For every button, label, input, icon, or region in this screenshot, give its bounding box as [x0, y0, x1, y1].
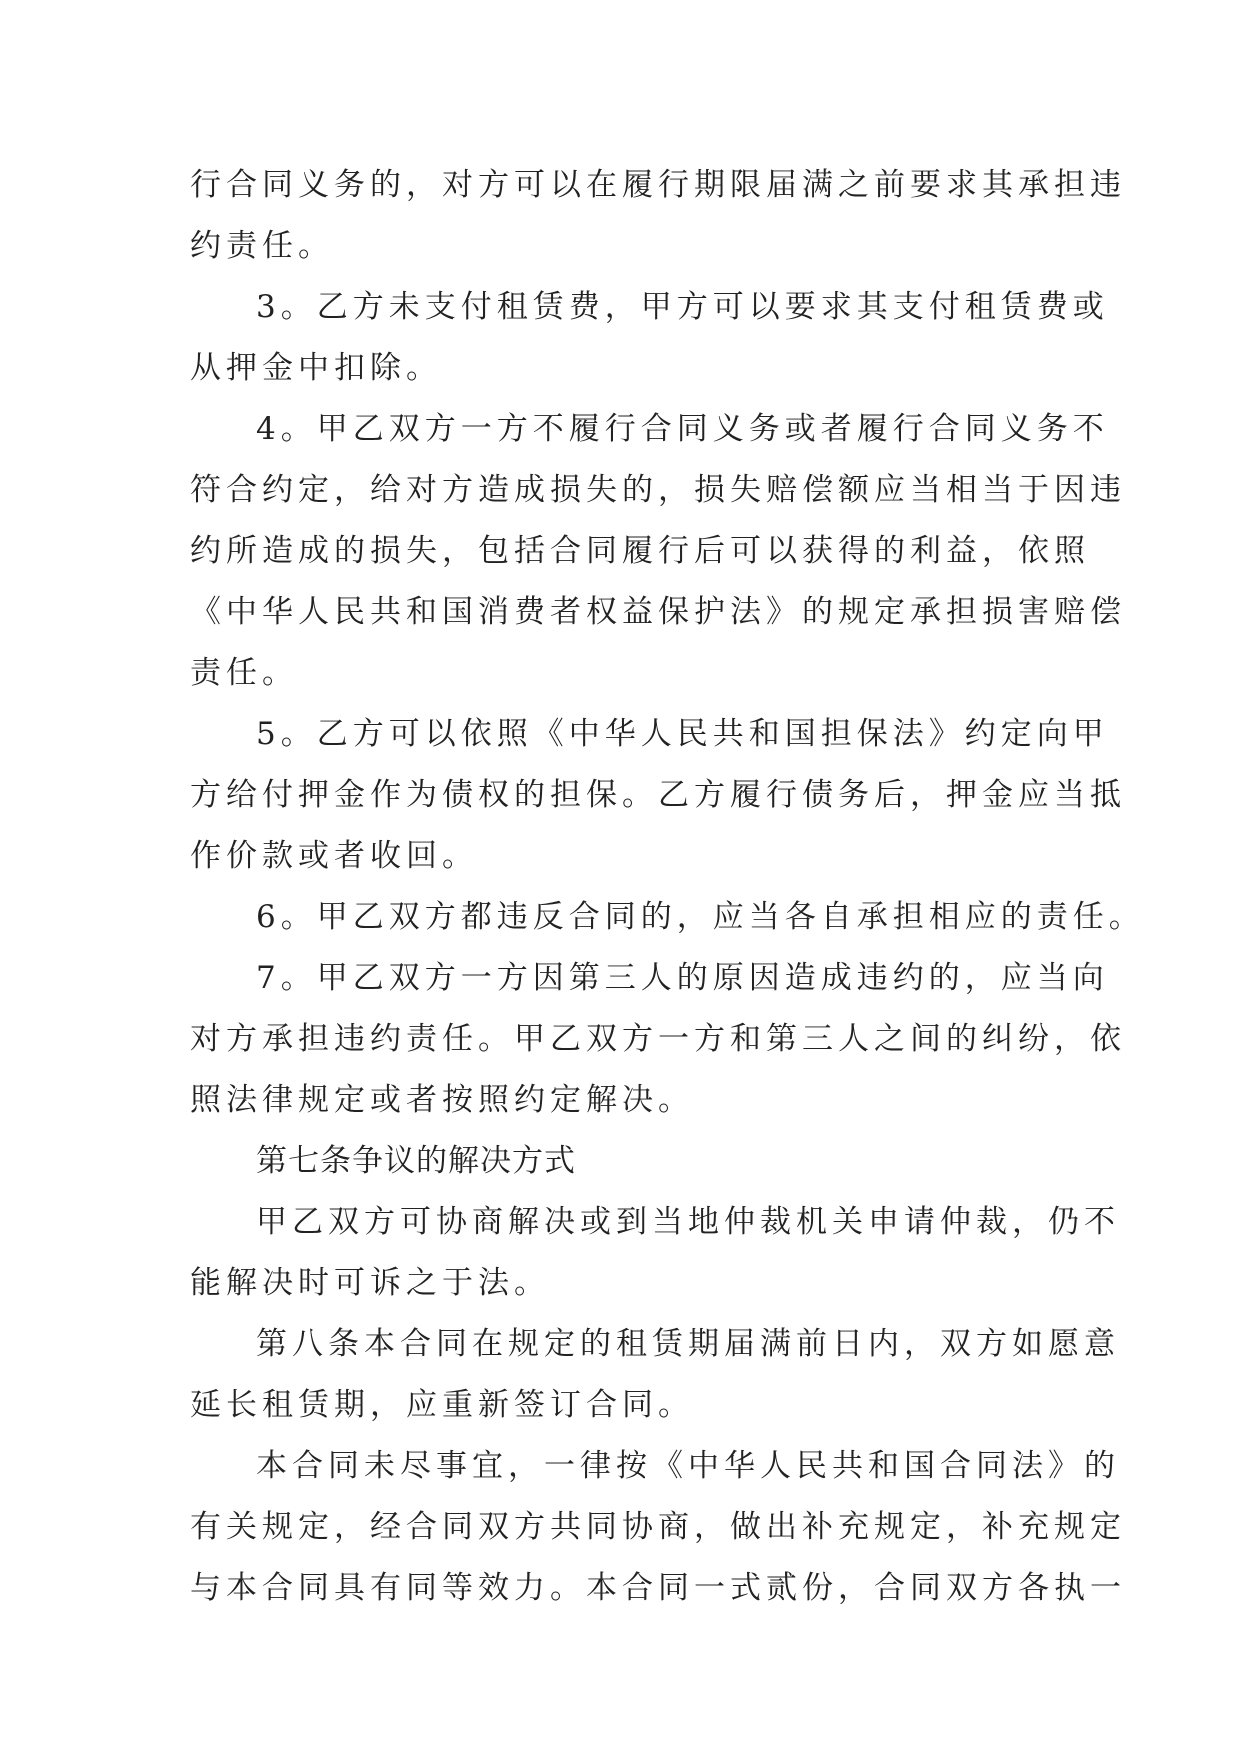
text-line: 4。甲乙双方一方不履行合同义务或者履行合同义务不 — [256, 411, 1109, 447]
text-line: 能解决时可诉之于法。 — [190, 1265, 550, 1301]
clause-3 — [190, 277, 1109, 399]
paragraph-continued — [190, 155, 1126, 277]
clause-7 — [190, 948, 1126, 1131]
text-line: 从押金中扣除。 — [190, 350, 442, 386]
text-line: 延长租赁期，应重新签订合同。 — [190, 1387, 694, 1423]
document-body — [190, 155, 1145, 1619]
article-7-body — [190, 1192, 1120, 1314]
text-line: 符合约定，给对方造成损失的，损失赔偿额应当相当于因违 — [190, 472, 1126, 508]
clause-6 — [190, 887, 1145, 948]
text-line: 本合同未尽事宜，一律按《中华人民共和国合同法》的 — [256, 1448, 1120, 1484]
text-line: 约所造成的损失，包括合同履行后可以获得的利益，依照 — [190, 533, 1090, 569]
clause-4 — [190, 399, 1126, 704]
text-line: 甲乙双方可协商解决或到当地仲裁机关申请仲裁，仍不 — [256, 1204, 1120, 1240]
text-line: 约责任。 — [190, 228, 334, 264]
text-line: 《中华人民共和国消费者权益保护法》的规定承担损害赔偿 — [190, 594, 1126, 630]
final-provisions — [190, 1436, 1126, 1619]
text-line: 有关规定，经合同双方共同协商，做出补充规定，补充规定 — [190, 1509, 1126, 1545]
text-line: 对方承担违约责任。甲乙双方一方和第三人之间的纠纷，依 — [190, 1021, 1126, 1057]
clause-5 — [190, 704, 1126, 887]
text-line: 方给付押金作为债权的担保。乙方履行债务后，押金应当抵 — [190, 777, 1126, 813]
text-line: 7。甲乙双方一方因第三人的原因造成违约的，应当向 — [256, 960, 1109, 996]
text-line: 照法律规定或者按照约定解决。 — [190, 1082, 694, 1118]
text-line: 5。乙方可以依照《中华人民共和国担保法》约定向甲 — [256, 716, 1109, 752]
text-line: 第八条本合同在规定的租赁期届满前日内，双方如愿意 — [256, 1326, 1120, 1362]
text-line: 与本合同具有同等效力。本合同一式贰份，合同双方各执一 — [190, 1570, 1126, 1606]
text-line: 责任。 — [190, 655, 298, 691]
section-heading: 第七条争议的解决方式 — [256, 1143, 576, 1179]
text-line: 行合同义务的，对方可以在履行期限届满之前要求其承担违 — [190, 167, 1126, 203]
article-7-heading — [190, 1131, 1060, 1192]
text-line: 6。甲乙双方都违反合同的，应当各自承担相应的责任。 — [256, 899, 1145, 935]
article-8 — [190, 1314, 1120, 1436]
text-line: 3。乙方未支付租赁费，甲方可以要求其支付租赁费或 — [256, 289, 1109, 325]
text-line: 作价款或者收回。 — [190, 838, 478, 874]
